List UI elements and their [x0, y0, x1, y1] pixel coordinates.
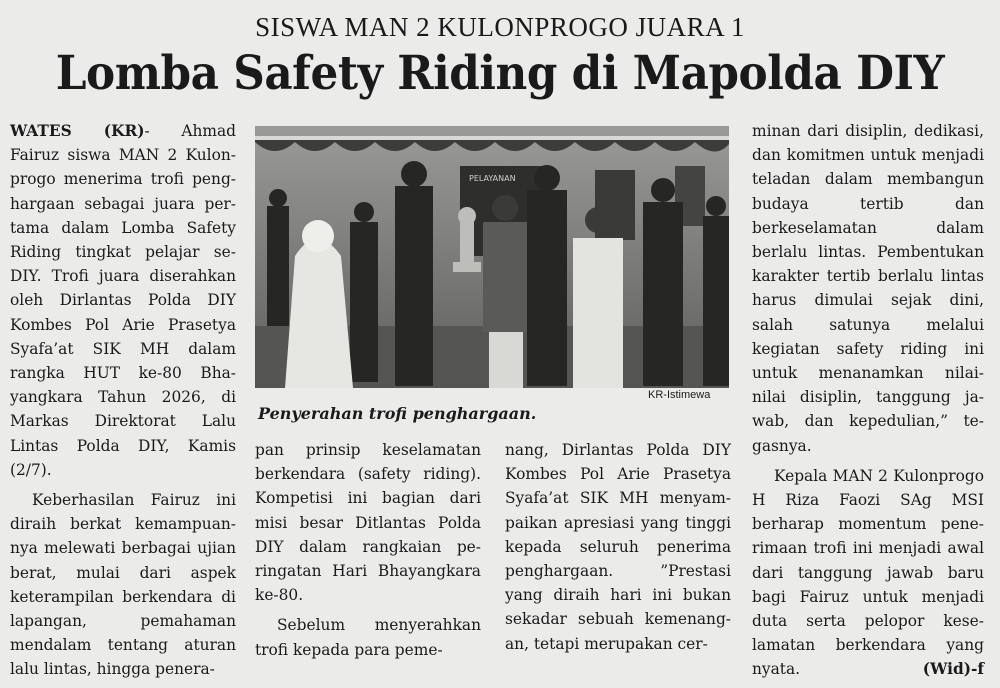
paragraph: Sebelum menyerahkan trofi kepada para peme- — [255, 616, 481, 659]
paragraph: Keberhasilan Fairuz ini diraih berkat kemampuannya melewati berbagai ujian berat, mulai dari aspek keterampilan berkendara di lapangan, pemahaman mendalam tentang aturan lalu lintas, hingga penera- — [10, 491, 236, 679]
closing-text: Kepala MAN 2 Kulonprogo H Riza Faozi SAg MSI berharap momentum penerimaan trofi ini menjadi awal dari tanggung jawab baru bagi Fairuz untuk menjadi duta serta pelopor keselamatan berkendara yang nyata. — [752, 466, 984, 679]
article-kicker: SISWA MAN 2 KULONPROGO JUARA 1 — [255, 12, 745, 42]
lead-text: - Ahmad Fairuz siswa MAN 2 Kulonprogo menerima trofi penghargaan sebagai juara pertama dalam Lomba Safety Riding tingkat pelajar se-DIY. Trofi juara diserahkan oleh Dirlantas Polda DIY Kombes Pol Arie Prasetya Syafa’at SIK MH dalam rangka HUT ke-80 Bhayangkara Tahun 2026, di Markas Direktorat Lalu Lintas Polda DIY, Kamis (2/7). — [10, 122, 236, 479]
trophy-handover-illustration — [255, 126, 729, 388]
article-photo — [255, 126, 729, 388]
photo-caption: Penyerahan trofi penghargaan. — [258, 404, 537, 423]
article-column-2 — [255, 438, 481, 668]
author-signoff: (Wid)-f — [922, 660, 984, 679]
paragraph: minan dari disiplin, dedikasi, dan komitmen untuk menjadi teladan dalam membangun budaya tertib dan berkeselamatan dalam berlalu lintas. Pembentukan karakter tertib berlalu lintas harus dimulai sejak dini, salah satunya melalui kegiatan safety riding ini untuk menanamkan nilai-nilai disiplin, tanggung jawab, dan kepedulian,” tegasnya. — [752, 122, 984, 455]
article-headline: Lomba Safety Riding di Mapolda DIY — [55, 46, 945, 101]
paragraph: nang, Dirlantas Polda DIY Kombes Pol Arie Prasetya Syafa’at SIK MH menyampaikan apresiasi yang tinggi kepada seluruh penerima penghargaan. ”Prestasi yang diraih hari ini bukan sekadar sebuah kemenangan, tetapi merupakan cer- — [505, 441, 731, 653]
article-column-1 — [10, 119, 236, 688]
photo-credit: KR-Istimewa — [648, 389, 711, 401]
article-column-3 — [505, 438, 731, 662]
article-column-4 — [752, 119, 984, 682]
lead-paragraph — [10, 119, 236, 482]
dateline: WATES (KR) — [10, 122, 145, 140]
paragraph — [752, 464, 984, 682]
building-sign: PELAYANAN — [469, 174, 516, 183]
paragraph: pan prinsip keselamatan berkendara (safety riding). Kompetisi ini bagian dari misi besar Ditlantas Polda DIY dalam rangkaian peringatan Hari Bhayangkara ke-80. — [255, 441, 481, 605]
